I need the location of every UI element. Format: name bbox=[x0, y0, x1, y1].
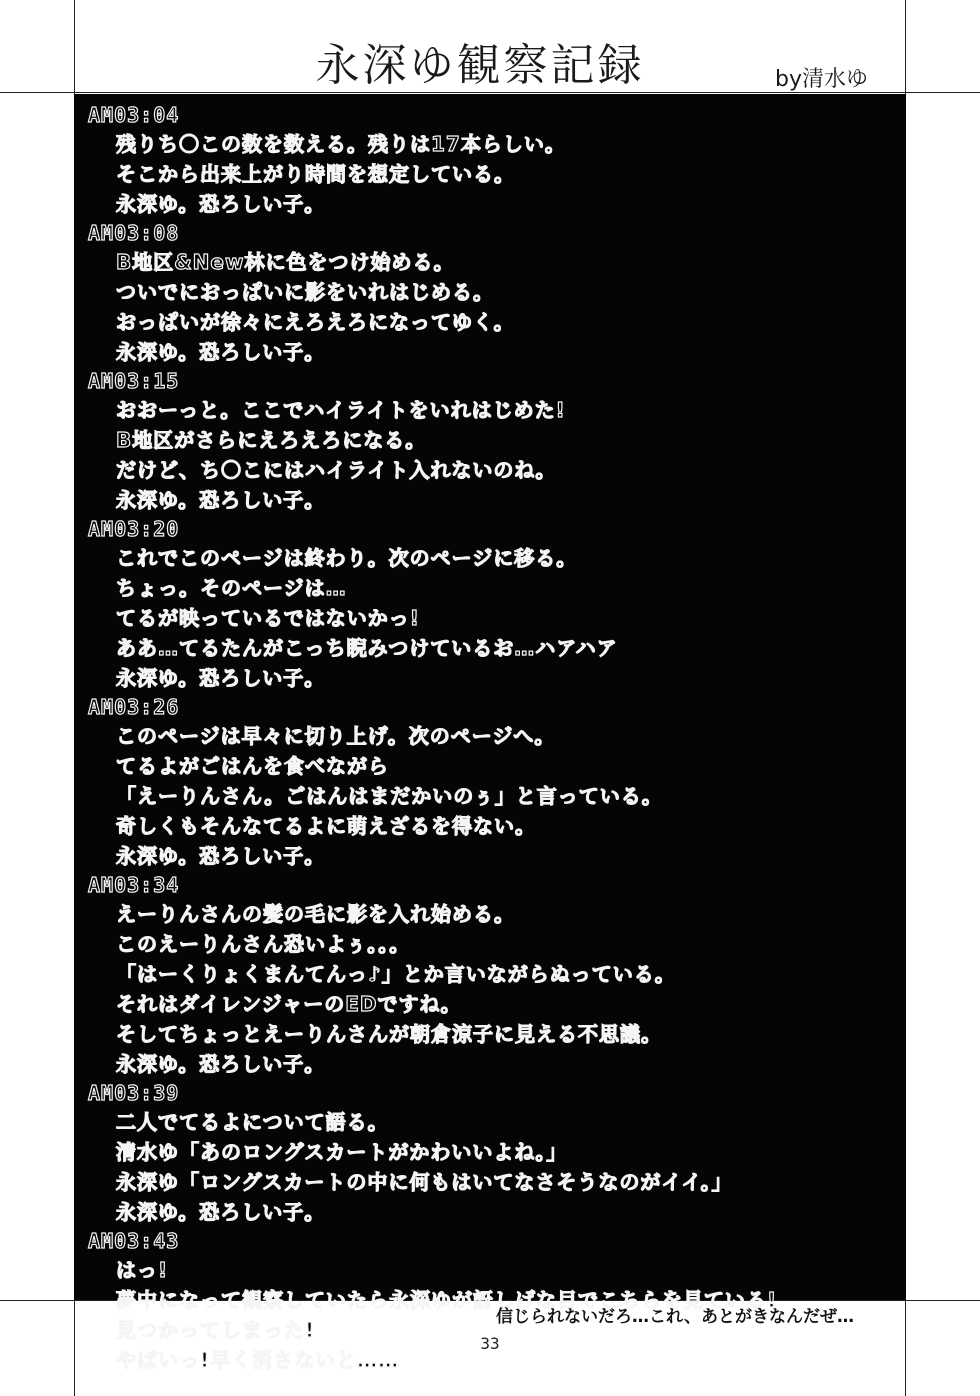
entry-line: だけど、ち〇こにはハイライト入れないのね。 bbox=[116, 458, 557, 482]
page-number: 33 bbox=[480, 1334, 500, 1353]
entry-line: 二人でてるよについて語る。 bbox=[116, 1110, 389, 1134]
entry-line: おっぱいが徐々にえろえろになってゆく。 bbox=[116, 310, 515, 334]
entry-line: 永深ゆ。恐ろしい子。 bbox=[116, 666, 326, 690]
entry-line: 永深ゆ。恐ろしい子。 bbox=[116, 488, 326, 512]
entry-line: 永深ゆ。恐ろしい子。 bbox=[116, 192, 326, 216]
entry-line: 夢中になって観察していたら永深ゆが訝しげな目でこちらを見ている! bbox=[116, 1288, 778, 1312]
entry-line: やばいっ!早く消さないと…… bbox=[116, 1348, 400, 1372]
page-title: 永深ゆ観察記録 bbox=[315, 40, 645, 91]
entry-timestamp: AM03:08 bbox=[88, 221, 180, 245]
entry-line: ついでにおっぱいに影をいれはじめる。 bbox=[116, 280, 494, 304]
entry-line: このページは早々に切り上げ。次のページへ。 bbox=[116, 724, 556, 748]
entry-timestamp: AM03:34 bbox=[88, 873, 180, 897]
entry-line: ちょっ。そのページは… bbox=[116, 576, 347, 600]
footer-note: 信じられないだろ…これ、あとがきなんだぜ… bbox=[496, 1307, 855, 1327]
entry-line: てるよがごはんを食べながら bbox=[116, 754, 389, 778]
entry-line: 残りち〇この数を数える。残りは17本らしい。 bbox=[116, 132, 566, 156]
entry-line: 永深ゆ。恐ろしい子。 bbox=[116, 340, 326, 364]
entry-line: 清水ゆ「あのロングスカートがかわいいよね。」 bbox=[116, 1140, 568, 1164]
entry-line: 永深ゆ。恐ろしい子。 bbox=[116, 844, 326, 868]
entry-line: 「えーりんさん。ごはんはまだかいのぅ」と言っている。 bbox=[116, 784, 663, 808]
entry-line: えーりんさんの髪の毛に影を入れ始める。 bbox=[116, 902, 515, 926]
entry-timestamp: AM03:04 bbox=[88, 103, 180, 127]
entry-line: B地区がさらにえろえろになる。 bbox=[116, 428, 427, 452]
entry-line: おおーっと。ここでハイライトをいれはじめた! bbox=[116, 398, 566, 422]
entry-line: 永深ゆ「ロングスカートの中に何もはいてなさそうなのがイイ。」 bbox=[116, 1170, 733, 1194]
entry-timestamp: AM03:39 bbox=[88, 1081, 180, 1105]
entry-line: 永深ゆ。恐ろしい子。 bbox=[116, 1052, 326, 1076]
entry-line: ああ…てるたんがこっち睨みつけているお…ハアハア bbox=[116, 636, 618, 660]
entry-timestamp: AM03:15 bbox=[88, 369, 180, 393]
entry-line: そこから出来上がり時間を想定している。 bbox=[116, 162, 515, 186]
entry-timestamp: AM03:20 bbox=[88, 517, 180, 541]
entry-line: 見つかってしまった! bbox=[116, 1318, 316, 1342]
entry-line: はっ! bbox=[116, 1258, 169, 1282]
entry-line: そしてちょっとえーりんさんが朝倉涼子に見える不思議。 bbox=[116, 1022, 662, 1046]
entry-line: このえーりんさん恐いよぅ。。。 bbox=[116, 932, 411, 956]
entry-line: B地区&New林に色をつけ始める。 bbox=[116, 250, 455, 274]
entry-timestamp: AM03:26 bbox=[88, 695, 180, 719]
entry-line: 奇しくもそんなてるよに萌えざるを得ない。 bbox=[116, 814, 536, 838]
entry-line: 永深ゆ。恐ろしい子。 bbox=[116, 1200, 326, 1224]
entry-line: それはダイレンジャーのEDですね。 bbox=[116, 992, 462, 1016]
entry-timestamp: AM03:43 bbox=[88, 1229, 180, 1253]
author-byline: by清水ゆ bbox=[775, 67, 868, 92]
entry-line: 「はーくりょくまんてんっ♪」とか言いながらぬっている。 bbox=[116, 962, 676, 986]
entry-line: てるが映っているではないかっ! bbox=[116, 606, 420, 630]
entry-line: これでこのページは終わり。次のページに移る。 bbox=[116, 546, 578, 570]
